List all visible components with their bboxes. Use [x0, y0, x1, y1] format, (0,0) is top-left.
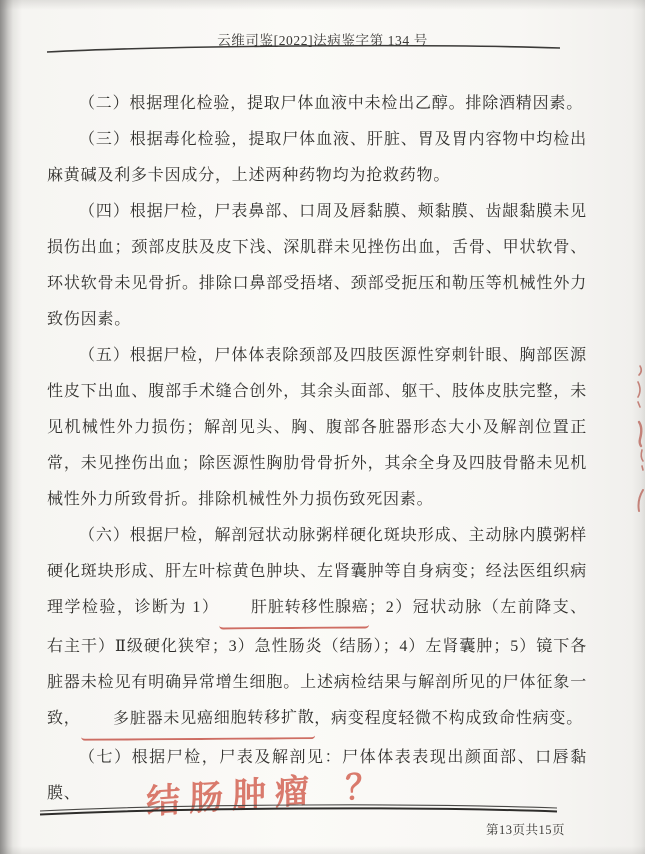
scan-edge-top — [0, 0, 645, 10]
handwritten-annotation: 结肠肿瘤 ？ — [146, 767, 389, 822]
document-number-header: 云维司鉴[2022]法病鉴字第 134 号 — [217, 33, 428, 48]
header-rule-line — [44, 42, 564, 56]
paragraph-list — [47, 86, 587, 812]
text-segment: （二）根据理化检验，提取尸体血液中未检出乙醇。排除酒精因素。 — [79, 95, 584, 112]
text-segment: （六）根据尸检，解剖冠状动脉粥样硬化斑块形成、主动脉内膜粥样硬化斑块形成、肝左叶棕黄色肿块、左肾囊肿等自身病变；经法医组织病理学检验，诊断为 1） — [47, 527, 587, 616]
paragraph — [47, 86, 587, 122]
paragraph — [47, 338, 587, 518]
footer-rule-line — [36, 802, 562, 820]
text-segment: ，病变程度轻微不构成致命性病变。 — [314, 710, 584, 727]
text-segment: （五）根据尸检，尸体体表除颈部及四肢医源性穿刺针眼、胸部医源性皮下出血、腹部手术缝合创外，其余头面部、躯干、肢体皮肤完整，未见机械性外力损伤；解剖见头、胸、腹部各脏器形态大小及解剖位置正常，未见挫伤出血；除医源性胸肋骨骨折外，其余全身及四肢骨骼未见机械性外力所致骨折。排除机械性外力损伤致死因素。 — [47, 347, 587, 508]
margin-handwriting-marks — [625, 352, 645, 532]
text-segment: （七）根据尸检，尸表及解剖见：尸体体表表现出颜面部、口唇黏膜、 — [47, 749, 587, 802]
paragraph — [47, 194, 587, 338]
page-number: 第13页共15页 — [486, 823, 566, 837]
red-underlined-text: 多脏器未见癌细胞转移扩散 — [80, 700, 314, 741]
text-segment: （三）根据毒化检验，提取尸体血液、肝脏、胃及胃内容物中均检出麻黄碱及利多卡因成分，上述两种药物均为抢救药物。 — [47, 131, 587, 184]
text-segment: （四）根据尸检，尸表鼻部、口周及唇黏膜、颊黏膜、齿龈黏膜未见损伤出血；颈部皮肤及皮下浅、深肌群未见挫伤出血，舌骨、甲状软骨、环状软骨未见骨折。排除口鼻部受捂堵、颈部受扼压和勒压等机械性外力致伤因素。 — [47, 203, 587, 328]
paragraph — [47, 518, 587, 740]
text-segment: ；2）冠状动脉（左前降支、右主干）Ⅱ级硬化狭窄；3）急性肠炎（结肠）；4）左肾囊肿；5）镜下各脏器未检见有明确异常增生细胞。上述病检结果与解剖所见的尸体征象一致， — [47, 599, 587, 727]
scan-edge-bottom — [0, 846, 645, 854]
red-underlined-text: 肝脏转移性腺癌 — [219, 589, 369, 629]
paragraph — [47, 122, 587, 194]
